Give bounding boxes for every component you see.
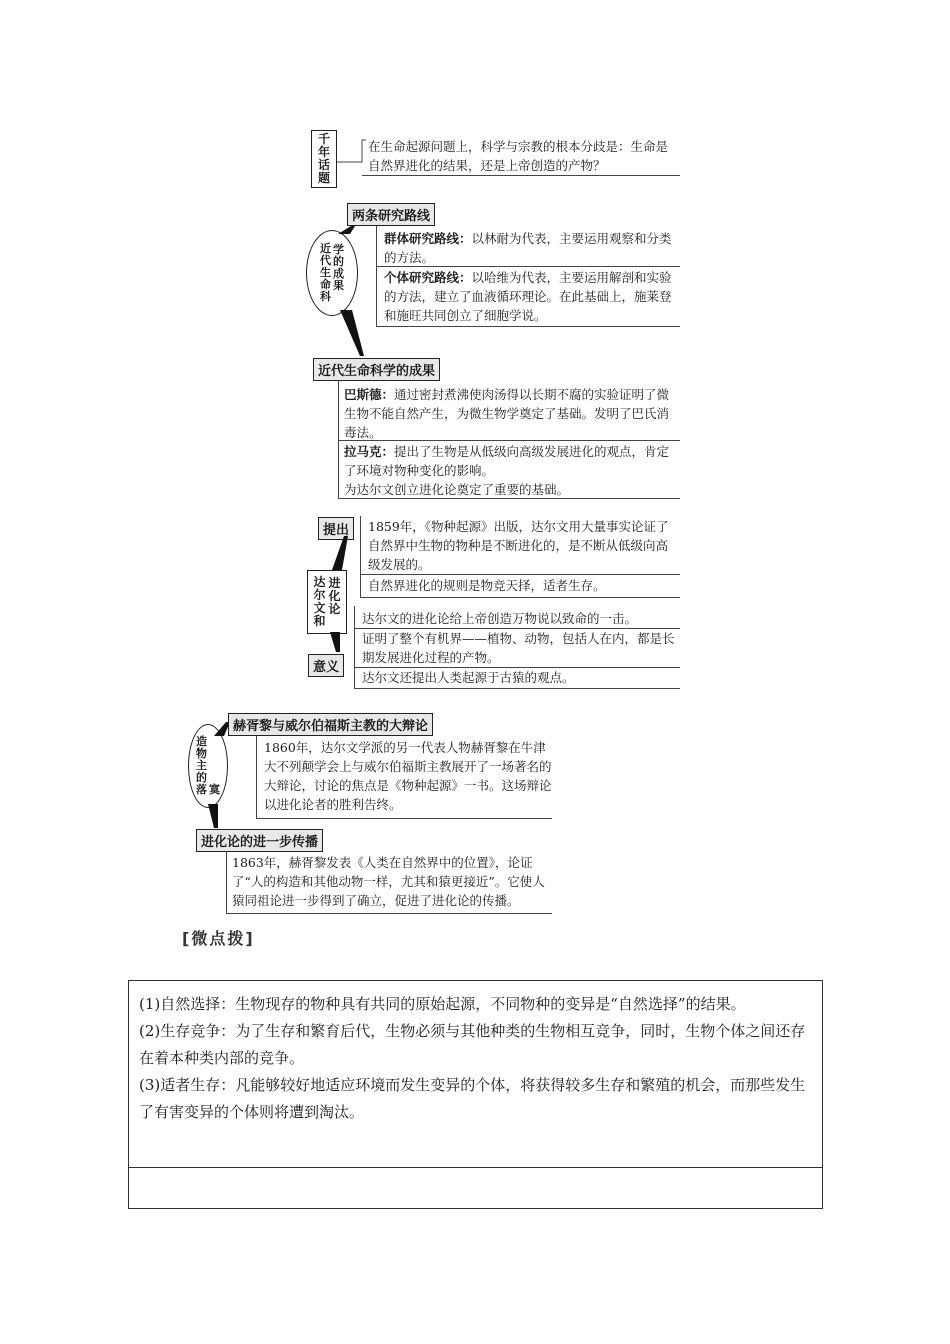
oval-char: 物 (196, 747, 207, 760)
bracket-line (360, 516, 361, 598)
oval-char: 代 (320, 254, 331, 267)
oval-char: 学 (333, 243, 344, 256)
divider (338, 440, 680, 441)
bracket-line (338, 380, 339, 498)
label-proposal: 提出 (318, 517, 354, 540)
oval-char: 果 (333, 279, 344, 292)
label-two-routes: 两条研究路线 (347, 203, 435, 226)
oval-wedges (320, 210, 380, 360)
label-modern-achievements: 近代生命科学的成果 (313, 358, 440, 381)
route2-item (384, 268, 680, 325)
route1-title: 群体研究路线： (384, 231, 472, 246)
topic-tag-char: 千 (317, 132, 330, 146)
topic-tag-char: 年 (317, 145, 330, 159)
bracket-line (376, 226, 377, 326)
tag-char: 化 (328, 588, 341, 603)
divider (256, 818, 552, 819)
note-item: (1)自然选择：生物现存的物种具有共同的原始起源，不同物种的变异是“自然选择”的结果。 (139, 995, 746, 1013)
divider (360, 597, 680, 598)
bracket-line (354, 606, 355, 688)
oval-char: 落 (196, 783, 207, 796)
pasteur-item (344, 385, 680, 442)
oval-char: 主 (196, 759, 207, 772)
notes-content (129, 981, 822, 1168)
lamarck-text: 提出了生物是从低级向高级发展进化的观点，肯定了环境对物种变化的影响。 (344, 444, 670, 478)
tag-char: 进 (328, 575, 341, 590)
route2-title: 个体研究路线： (384, 270, 472, 285)
topic-text: 在生命起源问题上，科学与宗教的根本分歧是：生命是自然界进化的结果，还是上帝创造的产物？ (368, 139, 669, 173)
lamarck-item (344, 442, 680, 480)
label-further-spread: 进化论的进一步传播 (196, 829, 323, 852)
tag-char: 和 (313, 614, 326, 628)
notes-box (128, 980, 823, 1209)
significance-text-1: 达尔文的进化论给上帝创造万物说以致命的一击。 (362, 611, 638, 626)
significance-text-3: 达尔文还提出人类起源于古猿的观点。 (362, 670, 575, 685)
proposal-text-1: 1859年，《物种起源》出版，达尔文用大量事实论证了自然界中生物的物种是不断进化的，是不断从低级向高级发展的。 (368, 519, 669, 572)
note-item: (3)适者生存：凡能够较好地适应环境而发生变异的个体，将获得较多生存和繁殖的机会，而那些发生了有害变异的个体则将遭到淘汰。 (139, 1076, 806, 1121)
divider (226, 913, 552, 914)
spread-text: 1863年，赫胥黎发表《人类在自然界中的位置》，论证了“人的构造和其他动物一样，尤其和猿更接近”。它使人猿同祖论进一步得到了确立，促进了进化论的传播。 (232, 855, 545, 908)
divider (362, 175, 680, 176)
oval-char: 造 (196, 735, 207, 748)
topic-tag (311, 130, 337, 188)
divider (376, 266, 680, 267)
bracket-line (226, 851, 227, 913)
lamarck-extra: 为达尔文创立进化论奠定了重要的基础。 (344, 482, 570, 497)
topic-tag-char: 话 (317, 158, 330, 172)
route2-text: 以哈维为代表，主要运用解剖和实验的方法，建立了血液循环理论。在此基础上，施莱登和施旺共同创立了细胞学说。 (384, 270, 672, 323)
label-significance: 意义 (308, 654, 344, 677)
significance-text-2: 证明了整个有机界——植物、动物，包括人在内，都是长期发展进化过程的产物。 (362, 631, 675, 665)
oval-char: 的 (196, 771, 207, 784)
oval-char: 生 (320, 266, 331, 279)
divider (354, 688, 680, 689)
divider (338, 498, 680, 499)
divider (360, 574, 680, 575)
oval-char: 寞 (209, 783, 220, 796)
lamarck-title: 拉马克： (344, 444, 395, 459)
topic-connector (337, 132, 367, 172)
debate-text: 1860年，达尔文学派的另一代表人物赫胥黎在牛津大不列颠学会上与威尔伯福斯主教展开了一场著名的大辩论，讨论的焦点是《物种起源》一书。这场辩论以进化论者的胜利告终。 (264, 740, 552, 812)
oval-char: 近 (320, 242, 331, 255)
oval-char: 科 (320, 290, 331, 303)
tag-char: 尔 (313, 588, 326, 602)
topic-tag-char: 题 (317, 171, 330, 185)
oval-char: 成 (333, 267, 344, 280)
pasteur-title: 巴斯德： (344, 387, 395, 402)
tip-heading: [微点拨] (182, 929, 255, 948)
tag-char: 论 (328, 601, 341, 616)
label-great-debate: 赫胥黎与威尔伯福斯主教的大辩论 (228, 713, 433, 736)
route1-item (384, 229, 680, 267)
oval-char: 的 (333, 255, 344, 268)
divider (376, 326, 680, 327)
note-item: (2)生存竞争：为了生存和繁育后代，生物必须与其他种类的生物相互竞争，同时，生物个体之间还存在着本种类内部的竞争。 (139, 1022, 806, 1067)
proposal-text-2: 自然界进化的规则是物竞天择，适者生存。 (368, 578, 606, 593)
bracket-line (256, 736, 257, 818)
tag-char: 文 (313, 601, 326, 615)
pasteur-text: 通过密封煮沸使肉汤得以长期不腐的实验证明了微生物不能自然产生，为微生物学奠定了基础。发明了巴氏消毒法。 (344, 387, 670, 440)
route1-text: 以林耐为代表，主要运用观察和分类的方法。 (384, 231, 672, 265)
oval-char: 命 (320, 278, 331, 291)
tag-char: 达 (313, 575, 326, 589)
